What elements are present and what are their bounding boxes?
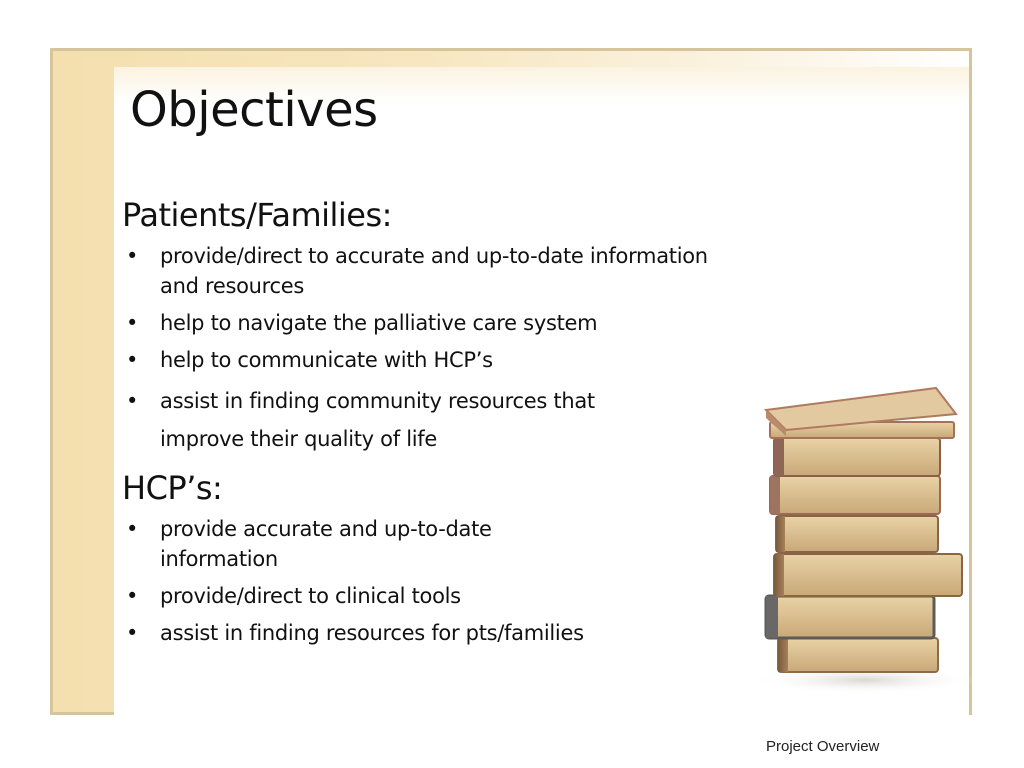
book-stack-image bbox=[740, 370, 980, 700]
book-shapes bbox=[766, 388, 962, 672]
slide-body bbox=[122, 195, 722, 655]
bullet-glyph: • bbox=[126, 389, 139, 413]
bullet-glyph: • bbox=[126, 584, 139, 608]
bullet-glyph: • bbox=[126, 311, 139, 335]
bullet-list-hcps bbox=[122, 514, 722, 648]
bullet-item: • assist in finding community resources that improve their quality of life bbox=[122, 382, 722, 458]
bullet-item: • provide/direct to accurate and up-to-date information and resources bbox=[122, 241, 722, 301]
section-heading-hcps: HCP’s: bbox=[122, 469, 223, 507]
bullet-glyph: • bbox=[126, 517, 139, 541]
slide-title: Objectives bbox=[130, 82, 378, 138]
bullet-item: • help to communicate with HCP’s bbox=[122, 345, 722, 375]
bullet-item: • assist in finding resources for pts/families bbox=[122, 618, 722, 648]
bullet-item: • help to navigate the palliative care system bbox=[122, 308, 722, 338]
bullet-glyph: • bbox=[126, 348, 139, 372]
section-heading-patients-families: Patients/Families: bbox=[122, 196, 392, 234]
bullet-item: • provide/direct to clinical tools bbox=[122, 581, 722, 611]
bullet-list-patients-families bbox=[122, 241, 722, 458]
bullet-item: • provide accurate and up-to-date information bbox=[122, 514, 722, 574]
bullet-glyph: • bbox=[126, 244, 139, 268]
bullet-glyph: • bbox=[126, 621, 139, 645]
slide-footer: Project Overview bbox=[766, 738, 880, 755]
